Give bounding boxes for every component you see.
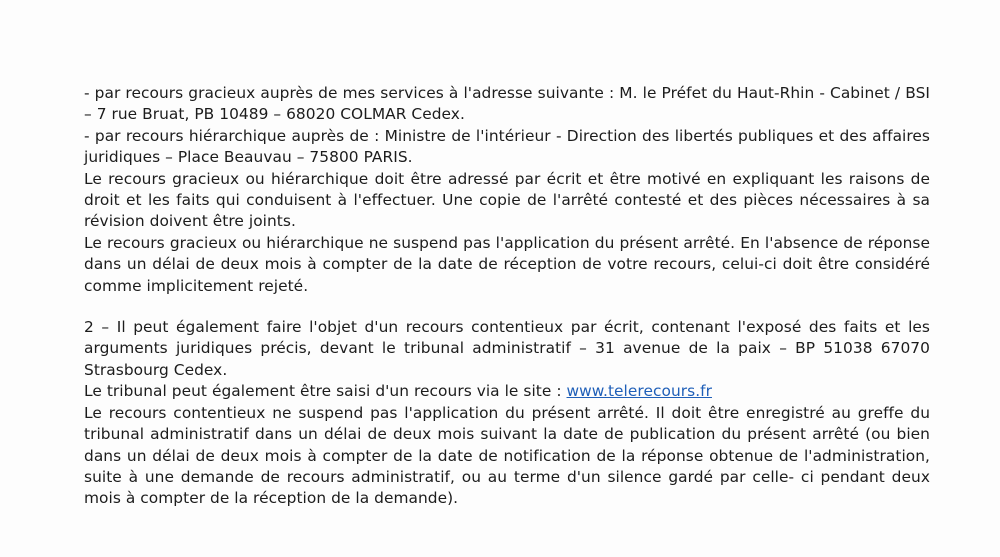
document-text: [84, 83, 930, 510]
recours-suspend-paragraph: Le recours gracieux ou hiérarchique ne suspend pas l'application du présent arrêté. En l'absence de réponse dans un délai de deux mois à compter de la date de réception de votre recours, celui-ci doit être considéré comme implicitement rejeté.: [84, 233, 930, 295]
recours-delai-paragraph: Le recours contentieux ne suspend pas l'application du présent arrêté. Il doit être enregistré au greffe du tribunal administratif dans un délai de deux mois suivant la date de publication du présent arrêté (ou bien dans un délai de deux mois à compter de la date de notification de la réponse obtenue de l'administration, suite à une demande de recours administratif, ou au terme d'un silence gardé par celle- ci pendant deux mois à compter de la réception de la demande).: [84, 403, 930, 508]
recours-hierarchique-line: - par recours hiérarchique auprès de : Ministre de l'intérieur - Direction des libertés publiques et des affaires juridiques – Place Beauvau – 75800 PARIS.: [84, 126, 930, 167]
recours-gracieux-line: - par recours gracieux auprès de mes services à l'adresse suivante : M. le Préfet du Haut-Rhin - Cabinet / BSI – 7 rue Bruat, PB 10489 – 68020 COLMAR Cedex.: [84, 84, 930, 124]
telerecours-link[interactable]: www.telerecours.fr: [566, 382, 712, 401]
recours-contentieux-paragraph: 2 – Il peut également faire l'objet d'un recours contentieux par écrit, contenant l'exposé des faits et les arguments juridiques précis, devant le tribunal administratif – 31 avenue de la paix – BP 51038 67070 Strasbourg Cedex.: [84, 318, 930, 379]
telerecours-prefix: Le tribunal peut également être saisi d'un recours via le site :: [84, 382, 567, 401]
recours-motive-paragraph: Le recours gracieux ou hiérarchique doit être adressé par écrit et être motivé en expliquant les raisons de droit et les faits qui conduisent à l'effectuer. Une copie de l'arrêté contesté et des pièces nécessaires à sa révision doivent être joints.: [84, 169, 930, 231]
paragraph-spacer: [84, 297, 930, 317]
telerecours-line: [84, 381, 930, 402]
